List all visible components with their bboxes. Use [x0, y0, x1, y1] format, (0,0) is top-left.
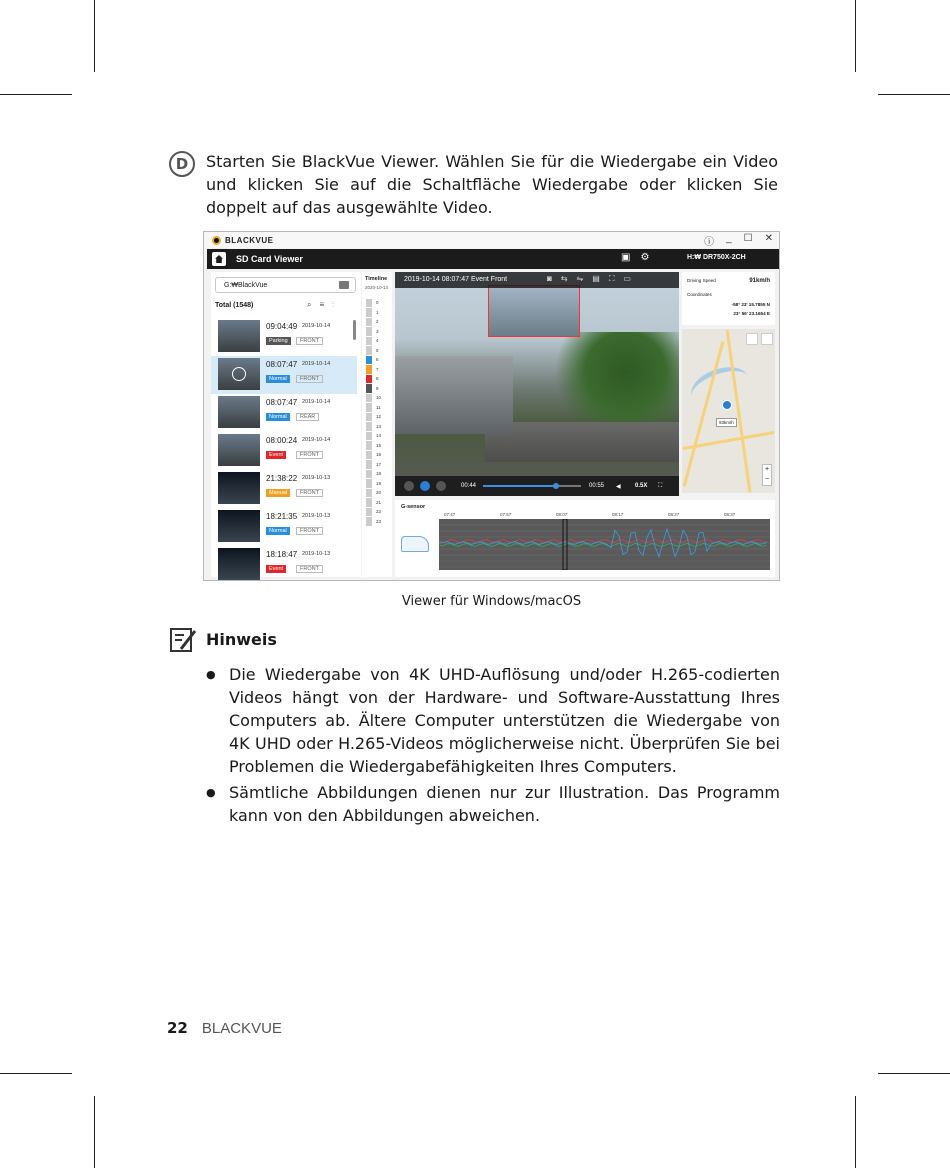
- file-time: 18:18:47: [266, 550, 298, 559]
- file-time: 08:07:47: [266, 360, 298, 369]
- crop-mark: [855, 0, 856, 72]
- timeline-hour[interactable]: [366, 441, 381, 451]
- file-date: 2019-10-14: [302, 361, 331, 367]
- video-thumbnail[interactable]: [218, 434, 260, 466]
- gsensor-time-label: 08:37: [724, 512, 736, 517]
- timeline-hour-label: 16: [376, 452, 382, 458]
- step-marker: D: [169, 151, 195, 177]
- file-type-badge: Normal: [266, 375, 290, 383]
- list-scrollbar[interactable]: [353, 320, 356, 340]
- drive-info-panel: [682, 272, 775, 325]
- timeline-hour-bar: [366, 394, 372, 403]
- timeline-hour-label: 4: [376, 338, 379, 344]
- swap-icon[interactable]: ⇆: [560, 274, 577, 283]
- gsensor-time-label: 08:27: [668, 512, 680, 517]
- expand-icon[interactable]: ⛶: [658, 483, 663, 489]
- timeline-hour-bar: [366, 508, 372, 517]
- video-tools: [547, 274, 640, 284]
- timeline-hour-bar: [366, 308, 372, 317]
- file-date: 2019-10-14: [302, 437, 331, 443]
- file-time: 18:21:35: [266, 512, 298, 521]
- gsensor-panel: [395, 500, 775, 577]
- file-time: 08:07:47: [266, 398, 298, 407]
- file-list: [211, 318, 357, 581]
- note-item: ● Sämtliche Abbildungen dienen nur zur Illustration. Das Programm kann von den Abbildungen abweichen.: [206, 781, 780, 827]
- map-panel[interactable]: [682, 329, 775, 493]
- video-thumbnail[interactable]: [218, 320, 260, 352]
- timeline-hour-bar: [366, 517, 372, 526]
- timeline-hour-bar: [366, 365, 372, 374]
- timeline-hour[interactable]: [366, 431, 381, 441]
- timeline-hour[interactable]: [366, 403, 381, 413]
- timeline-hour[interactable]: [366, 374, 381, 384]
- timeline-hour-bar: [366, 318, 372, 327]
- brand-name: BLACKVUE: [225, 235, 274, 245]
- timeline-title: Timeline: [365, 276, 388, 282]
- note-list: [206, 663, 780, 830]
- list-item[interactable]: [211, 356, 357, 394]
- previous-icon[interactable]: [404, 481, 414, 491]
- timeline-hour[interactable]: [366, 355, 381, 365]
- file-date: 2019-10-13: [302, 475, 331, 481]
- window-controls: [704, 233, 773, 248]
- app-header: [207, 249, 779, 269]
- playback-controls: [395, 476, 679, 496]
- file-type-badge: Normal: [266, 527, 290, 535]
- timeline-hour-label: 23: [376, 518, 382, 524]
- playback-speed[interactable]: 0.5X: [635, 483, 648, 489]
- timeline-hour-bar: [366, 498, 372, 507]
- file-date: 2019-10-13: [302, 551, 331, 557]
- timeline-hour[interactable]: [366, 460, 381, 470]
- end-time: 00:55: [589, 483, 605, 489]
- mirror-icon[interactable]: ⇋: [576, 274, 593, 283]
- page-number: 22: [167, 1019, 188, 1037]
- note-title: Hinweis: [206, 630, 277, 649]
- window-titlebar: [204, 232, 779, 248]
- timeline-hour-label: 0: [376, 300, 379, 306]
- timeline-hour-label: 22: [376, 509, 382, 515]
- timeline-hour-label: 20: [376, 490, 382, 496]
- camera-badge: FRONT: [296, 375, 323, 383]
- video-thumbnail[interactable]: [218, 396, 260, 428]
- camera-badge: FRONT: [296, 489, 323, 497]
- progress-bar[interactable]: [483, 485, 581, 487]
- video-player[interactable]: [395, 272, 679, 496]
- timeline-hour-bar: [366, 422, 372, 431]
- figure-caption: Viewer für Windows/macOS: [401, 594, 582, 609]
- timeline-hour[interactable]: [366, 517, 381, 527]
- file-type-badge: Parking: [266, 337, 291, 345]
- map-river: [686, 360, 755, 414]
- car-icon: [401, 536, 429, 552]
- timeline-panel: [362, 272, 392, 577]
- file-type-badge: Event: [266, 565, 286, 573]
- brand-logo: [212, 236, 273, 245]
- minimize-icon[interactable]: _: [726, 233, 732, 244]
- header-tools: [621, 252, 649, 263]
- timeline-hour-bar: [366, 489, 372, 498]
- map-fullscreen-icon[interactable]: [761, 333, 773, 345]
- search-icon[interactable]: ⌕: [307, 300, 320, 309]
- camera-badge: FRONT: [296, 337, 323, 345]
- folder-icon[interactable]: [339, 281, 349, 289]
- timeline-hour[interactable]: [366, 384, 381, 394]
- video-scene-truck: [395, 356, 513, 434]
- timeline-hour-label: 15: [376, 442, 382, 448]
- path-field[interactable]: [215, 277, 356, 293]
- video-thumbnail[interactable]: [218, 510, 260, 542]
- file-date: 2019-10-14: [302, 399, 331, 405]
- file-type-badge: Event: [266, 451, 286, 459]
- gsensor-time-label: 07:57: [500, 512, 512, 517]
- list-item[interactable]: [211, 318, 357, 356]
- list-item[interactable]: [211, 432, 357, 470]
- timeline-hour[interactable]: [366, 479, 381, 489]
- timeline-hour[interactable]: [366, 498, 381, 508]
- channel-icon[interactable]: ▤: [592, 274, 609, 283]
- timeline-hour-label: 6: [376, 357, 379, 363]
- crop-mark: [878, 1073, 950, 1074]
- timeline-hour-label: 5: [376, 347, 379, 353]
- timeline-hour[interactable]: [366, 327, 381, 337]
- timeline-hour-bar: [366, 479, 372, 488]
- device-label: H:₩ DR750X-2CH: [687, 254, 746, 261]
- timeline-hour-label: 2: [376, 319, 379, 325]
- timeline-hour-label: 21: [376, 499, 382, 505]
- video-thumbnail[interactable]: [218, 358, 260, 390]
- timeline-hour[interactable]: [366, 298, 381, 308]
- video-scene-trees: [545, 332, 679, 432]
- home-icon[interactable]: [212, 252, 226, 266]
- current-time: 00:44: [461, 483, 477, 489]
- camera-badge: FRONT: [296, 565, 323, 573]
- zoom-controls[interactable]: [762, 464, 772, 486]
- file-list-panel: [211, 272, 361, 577]
- pause-button[interactable]: [420, 481, 430, 491]
- timeline-hour-label: 19: [376, 480, 382, 486]
- map-tools: [746, 333, 773, 345]
- logo-icon: [212, 236, 221, 245]
- file-time: 21:38:22: [266, 474, 298, 483]
- progress-fill: [483, 485, 556, 487]
- timeline-hour-label: 8: [376, 376, 379, 382]
- timeline-hour[interactable]: [366, 317, 381, 327]
- crop-mark: [94, 1096, 95, 1168]
- map-speed-label: 93km/h: [716, 418, 737, 427]
- layers-icon[interactable]: [746, 333, 758, 345]
- list-item[interactable]: [211, 394, 357, 432]
- timeline-hour-bar: [366, 375, 372, 384]
- info-icon[interactable]: ⓘ: [704, 237, 715, 248]
- crop-mark: [0, 1073, 72, 1074]
- footer-brand: BLACKVUE: [201, 1020, 282, 1037]
- camera-badge: FRONT: [296, 451, 323, 459]
- coordinates-label: Coordinates: [687, 292, 712, 297]
- timeline-hour-bar: [366, 413, 372, 422]
- timeline-hour-bar: [366, 337, 372, 346]
- export-icon[interactable]: ▣: [621, 252, 631, 263]
- latitude-value: -58° 23' 15.7855 N: [731, 302, 770, 307]
- app-title: SD Card Viewer: [236, 254, 303, 264]
- file-date: 2019-10-13: [302, 513, 331, 519]
- timeline-hour-bar: [366, 403, 372, 412]
- note-item: ● Die Wiedergabe von 4K UHD-Auflösung und/oder H.265-codierten Videos hängt von der Hardware- und Software-Ausstattung Ihres Computers ab. Ältere Computer unterstützen die Wiedergabe von 4K UHD oder H.265-Videos möglicherweise nicht. Überprüfen Sie bei Problemen die Wiedergabefähigkeiten Ihres Computers.: [206, 663, 780, 778]
- timeline-hour[interactable]: [366, 507, 381, 517]
- timeline-hour[interactable]: [366, 308, 381, 318]
- speed-value: 91km/h: [749, 278, 770, 284]
- camera-badge: FRONT: [296, 527, 323, 535]
- timeline-hour-bar: [366, 432, 372, 441]
- timeline-hours: [366, 298, 381, 526]
- timeline-date: 2020-10-14: [365, 285, 389, 290]
- note-icon: [169, 627, 197, 653]
- gsensor-title: G-sensor: [401, 504, 426, 510]
- timeline-hour-label: 14: [376, 433, 382, 439]
- viewer-screenshot: [203, 231, 780, 581]
- zoom-out-icon[interactable]: −: [764, 476, 770, 483]
- more-icon[interactable]: ⋮: [332, 300, 343, 309]
- filter-icon[interactable]: ≡: [319, 300, 333, 309]
- timeline-hour[interactable]: [366, 346, 381, 356]
- close-icon[interactable]: ✕: [764, 233, 773, 244]
- timeline-hour-bar: [366, 346, 372, 355]
- video-title: 2019-10-14 08:07:47 Event Front: [404, 276, 508, 283]
- zoom-in-icon[interactable]: +: [764, 466, 770, 473]
- timeline-hour-bar: [366, 441, 372, 450]
- file-date: 2019-10-14: [302, 323, 331, 329]
- timeline-hour[interactable]: [366, 422, 381, 432]
- map-road: [683, 341, 725, 487]
- camera-icon[interactable]: ◙: [547, 274, 561, 283]
- timeline-hour-bar: [366, 299, 372, 308]
- list-item[interactable]: [211, 508, 357, 546]
- timeline-hour-label: 7: [376, 366, 379, 372]
- timeline-hour-label: 12: [376, 414, 382, 420]
- total-count: Total (1548): [215, 302, 254, 309]
- timeline-hour-bar: [366, 384, 372, 393]
- crop-mark: [878, 94, 950, 95]
- list-tools: [307, 300, 342, 310]
- play-icon[interactable]: [232, 367, 246, 381]
- file-time: 08:00:24: [266, 436, 298, 445]
- timeline-hour-label: 1: [376, 309, 379, 315]
- timeline-hour[interactable]: [366, 450, 381, 460]
- video-scene-road: [485, 422, 679, 462]
- window-icon[interactable]: ▭: [623, 274, 640, 283]
- timeline-hour-bar: [366, 451, 372, 460]
- timeline-hour-label: 11: [376, 404, 381, 410]
- timeline-hour-label: 13: [376, 423, 382, 429]
- timeline-hour[interactable]: [366, 393, 381, 403]
- timeline-hour-bar: [366, 327, 372, 336]
- video-titlebar: [395, 272, 679, 288]
- timeline-hour[interactable]: [366, 336, 381, 346]
- gsensor-time-label: 07:47: [444, 512, 456, 517]
- crop-mark: [855, 1096, 856, 1168]
- next-icon[interactable]: [436, 481, 446, 491]
- timeline-hour-bar: [366, 356, 372, 365]
- timeline-hour-label: 18: [376, 471, 382, 477]
- volume-icon[interactable]: ◀: [616, 484, 621, 490]
- timeline-hour-label: 9: [376, 385, 379, 391]
- gear-icon[interactable]: ⚙: [640, 252, 650, 263]
- timeline-hour[interactable]: [366, 469, 381, 479]
- crop-mark: [94, 0, 95, 72]
- file-type-badge: Normal: [266, 413, 290, 421]
- page-footer: [167, 1019, 282, 1037]
- video-thumbnail[interactable]: [218, 472, 260, 504]
- step-instruction: Starten Sie BlackVue Viewer. Wählen Sie für die Wiedergabe ein Video und klicken Sie auf die Schaltfläche Wiedergabe oder klicken Sie doppelt auf das ausgewählte Video.: [206, 152, 778, 217]
- location-pin-icon: [722, 400, 732, 410]
- camera-badge: REAR: [296, 413, 319, 421]
- timeline-hour-bar: [366, 470, 372, 479]
- crop-mark: [0, 94, 72, 95]
- file-type-badge: Manual: [266, 489, 290, 497]
- map-road: [726, 330, 752, 493]
- gsensor-graph[interactable]: [439, 519, 770, 570]
- timeline-hour[interactable]: [366, 412, 381, 422]
- maximize-icon[interactable]: ☐: [743, 233, 753, 244]
- list-item[interactable]: [211, 546, 357, 581]
- rear-camera-pip[interactable]: [488, 285, 580, 337]
- video-thumbnail[interactable]: [218, 548, 260, 580]
- progress-knob[interactable]: [553, 483, 559, 489]
- gsensor-time-label: 08:07: [556, 512, 568, 517]
- gsensor-time-label: 08:17: [612, 512, 624, 517]
- fullscreen-icon[interactable]: ⛶: [608, 274, 624, 283]
- list-item[interactable]: [211, 470, 357, 508]
- speed-label: Driving Speed: [687, 278, 716, 283]
- timeline-hour-label: 10: [376, 395, 382, 401]
- path-value: G:₩BlackVue: [224, 282, 268, 289]
- timeline-hour[interactable]: [366, 488, 381, 498]
- timeline-hour-bar: [366, 460, 372, 469]
- timeline-hour-label: 3: [376, 328, 379, 334]
- timeline-hour[interactable]: [366, 365, 381, 375]
- file-time: 09:04:49: [266, 322, 298, 331]
- timeline-hour-label: 17: [376, 461, 382, 467]
- longitude-value: 23° 56' 23.1654 E: [733, 311, 770, 316]
